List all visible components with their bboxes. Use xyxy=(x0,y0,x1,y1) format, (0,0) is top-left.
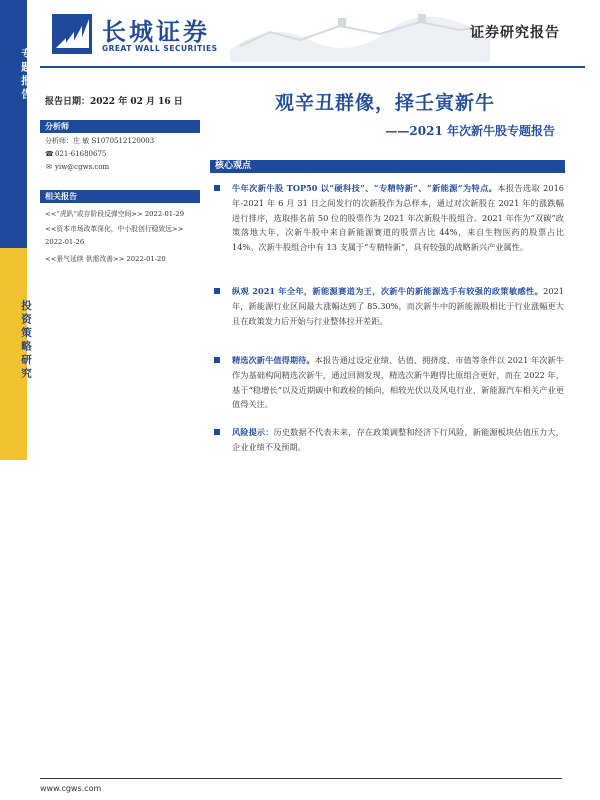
report-date xyxy=(45,94,183,107)
report-date-value: 2022 年 02 月 16 日 xyxy=(90,97,183,107)
side-strip-mid xyxy=(0,248,32,460)
core-bullet-3 xyxy=(214,353,564,412)
analyst-email[interactable] xyxy=(45,163,109,171)
bullet-body: 本报告通过设定业绩、估值、拥挤度、市值等条件以 2021 年次新牛作为基础构间精选次新牛，通过回测发现，精选次新牛跑得比原组合更好，而在 2022 年，基于“稳增长”以及近期碳中和政检的倾向，相较光伏以及风电行业，新能源汽车相关产业更值得关注。 xyxy=(232,355,564,410)
logo-text-en: GREAT WALL SECURITIES xyxy=(102,44,218,53)
bullet-square-icon xyxy=(214,357,220,363)
related-report-1[interactable]: <<“虎趴”或存阶段反弹空间>> 2022-01-29 xyxy=(45,210,185,218)
company-logo-icon xyxy=(52,14,92,54)
bullet-lead: 精选次新牛值得期待。 xyxy=(232,355,315,365)
analyst-email-value[interactable]: yiw@cgws.com xyxy=(55,163,110,171)
email-icon: ✉ xyxy=(46,163,52,171)
core-bullet-4 xyxy=(214,425,564,455)
analyst-phone-value: 021-61680675 xyxy=(55,150,107,158)
bullet-square-icon xyxy=(214,185,220,191)
core-bullet-2 xyxy=(214,284,564,328)
bullet-square-icon xyxy=(214,288,220,294)
footer-url[interactable]: www.cgws.com xyxy=(40,784,102,793)
bullet-lead: 牛年次新牛股 TOP50 以“硬科技”、“专精特新”、“新能源”为特点。 xyxy=(232,183,498,193)
bullet-body: 本报告选取 2016 年-2021 年 6 月 31 日之间发行的次新股作为总样本，通过对次新股在 2021 年的涨跌幅进行排序，选取排名前 50 位的股票作为 2021 年次新股牛股组合。2021 年作为“双碳”政策落地大年，次新牛股中来自新能源赛道的股票占比 44%，来自生物医药的股票占比 14%。次新牛股组合中有 13 支属于“专精特新”，具有较强的战略新兴产业属性。 xyxy=(232,183,564,253)
analyst-section-header: 分析师 xyxy=(40,120,200,133)
logo-text-cn: 长城证券 xyxy=(102,18,210,46)
related-section-header: 相关报告 xyxy=(40,190,200,203)
core-section-title: 核心观点 xyxy=(215,161,252,171)
page-subtitle: ——2021 年次新牛股专题报告 xyxy=(385,124,555,138)
core-bullet-1 xyxy=(214,181,564,255)
bullet-body: 2021 年，新能源行业区间最大涨幅达到了 85.30%，而次新牛中的新能源股相比于行业涨幅更大且在政策发力后开始与行业整体拉开差距。 xyxy=(232,286,564,326)
analyst-phone xyxy=(45,150,106,158)
great-wall-illustration-icon xyxy=(230,0,490,62)
report-date-label: 报告日期： xyxy=(45,97,91,107)
bullet-body: 历史数据不代表未来，存在政策调整和经济下行风险，新能源板块估值压力大，企业业绩不及预期。 xyxy=(232,427,564,452)
related-report-2-date: 2022-01-26 xyxy=(45,238,85,246)
side-label-report-type: 专题报告 xyxy=(20,48,32,102)
bullet-square-icon xyxy=(214,429,220,435)
related-report-3[interactable]: <<景气延续 供需改善>> 2022-01-20 xyxy=(45,255,166,263)
report-type-label: 证券研究报告 xyxy=(470,25,560,41)
footer-divider xyxy=(40,778,562,779)
bullet-lead: 纵观 2021 年全年，新能源赛道为王，次新牛的新能源选手有较强的政策敏感性。 xyxy=(232,286,544,296)
page-title: 观辛丑群像，择壬寅新牛 xyxy=(274,92,495,114)
side-strip-top xyxy=(0,0,32,248)
header-divider xyxy=(40,66,585,68)
header xyxy=(40,0,600,70)
phone-icon: ☎ xyxy=(45,150,54,158)
side-strip xyxy=(0,0,32,800)
core-section-bar xyxy=(210,160,565,173)
side-label-category: 投资策略研究 xyxy=(20,300,32,381)
analyst-name: 分析师：庄 敏 S1070512120003 xyxy=(45,137,155,145)
related-report-2[interactable]: <<资本市场改革深化，中小股创行稳致远>> xyxy=(45,225,184,233)
bullet-lead: 风险提示： xyxy=(232,427,274,437)
